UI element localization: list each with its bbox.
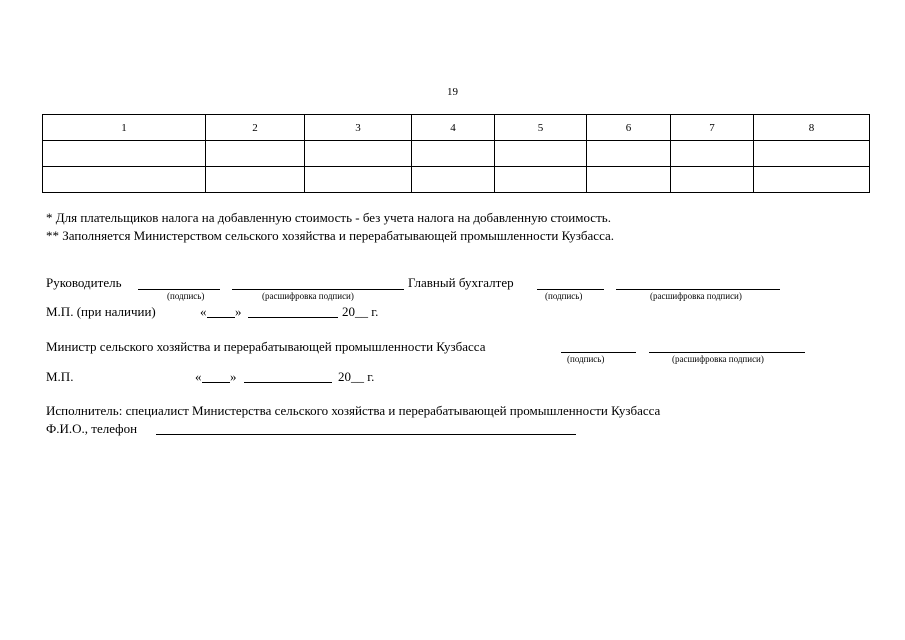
data-table bbox=[42, 114, 870, 193]
head-signature-caption: (подпись) bbox=[167, 291, 205, 301]
table-cell bbox=[754, 167, 870, 193]
minister-transcript-field[interactable] bbox=[649, 352, 805, 353]
table-header-cell: 2 bbox=[206, 115, 305, 141]
date-month-field[interactable] bbox=[248, 317, 338, 318]
table-cell bbox=[495, 167, 587, 193]
date-year: 20__ г. bbox=[338, 369, 375, 384]
chief-accountant-label: Главный бухгалтер bbox=[408, 275, 514, 290]
table-cell bbox=[587, 141, 671, 167]
table-header-cell: 5 bbox=[495, 115, 587, 141]
table-cell bbox=[206, 141, 305, 167]
table-row bbox=[43, 167, 870, 193]
head-transcript-caption: (расшифровка подписи) bbox=[262, 291, 354, 301]
table-cell bbox=[671, 167, 754, 193]
table-header-cell: 8 bbox=[754, 115, 870, 141]
date-open-quote: « bbox=[200, 304, 207, 319]
minister-seal-label: М.П. bbox=[46, 369, 74, 384]
minister-label: Министр сельского хозяйства и перерабатывающей промышленности Кузбасса bbox=[46, 339, 486, 354]
date-close-quote: » bbox=[235, 304, 242, 319]
accountant-signature-field[interactable] bbox=[537, 289, 604, 290]
footnote-vat: * Для плательщиков налога на добавленную стоимость - без учета налога на добавленную стоимость. bbox=[46, 210, 611, 225]
date-year: 20__ г. bbox=[342, 304, 379, 319]
accountant-transcript-caption: (расшифровка подписи) bbox=[650, 291, 742, 301]
date-day-field[interactable] bbox=[207, 317, 235, 318]
executor-contact-label: Ф.И.О., телефон bbox=[46, 421, 138, 436]
table-cell bbox=[671, 141, 754, 167]
table-cell bbox=[412, 167, 495, 193]
table-row bbox=[43, 141, 870, 167]
head-signature-field[interactable] bbox=[138, 289, 220, 290]
table-cell bbox=[305, 141, 412, 167]
table-header-cell: 1 bbox=[43, 115, 206, 141]
executor-contact-field[interactable] bbox=[156, 434, 576, 435]
table-cell bbox=[587, 167, 671, 193]
table-cell bbox=[495, 141, 587, 167]
table-cell bbox=[412, 141, 495, 167]
accountant-signature-caption: (подпись) bbox=[545, 291, 583, 301]
date-day-field[interactable] bbox=[202, 382, 230, 383]
accountant-transcript-field[interactable] bbox=[616, 289, 780, 290]
table-cell bbox=[754, 141, 870, 167]
table-header-cell: 4 bbox=[412, 115, 495, 141]
table-cell bbox=[43, 141, 206, 167]
page-number: 19 bbox=[447, 86, 458, 98]
table-header-cell: 7 bbox=[671, 115, 754, 141]
table-header-row bbox=[43, 115, 870, 141]
executor-label: Исполнитель: специалист Министерства сельского хозяйства и перерабатывающей промышленности Кузбасса bbox=[46, 403, 661, 418]
table-cell bbox=[43, 167, 206, 193]
minister-signature-caption: (подпись) bbox=[567, 354, 605, 364]
date-open-quote: « bbox=[195, 369, 202, 384]
minister-transcript-caption: (расшифровка подписи) bbox=[672, 354, 764, 364]
head-transcript-field[interactable] bbox=[232, 289, 404, 290]
footnote-ministry: ** Заполняется Министерством сельского хозяйства и перерабатывающей промышленности Кузбасса. bbox=[46, 228, 615, 243]
date-month-field[interactable] bbox=[244, 382, 332, 383]
date-close-quote: » bbox=[230, 369, 237, 384]
head-label: Руководитель bbox=[46, 275, 122, 290]
table-cell bbox=[305, 167, 412, 193]
seal-label: М.П. (при наличии) bbox=[46, 304, 156, 319]
table-cell bbox=[206, 167, 305, 193]
minister-signature-field[interactable] bbox=[561, 352, 636, 353]
table-header-cell: 3 bbox=[305, 115, 412, 141]
table-header-cell: 6 bbox=[587, 115, 671, 141]
